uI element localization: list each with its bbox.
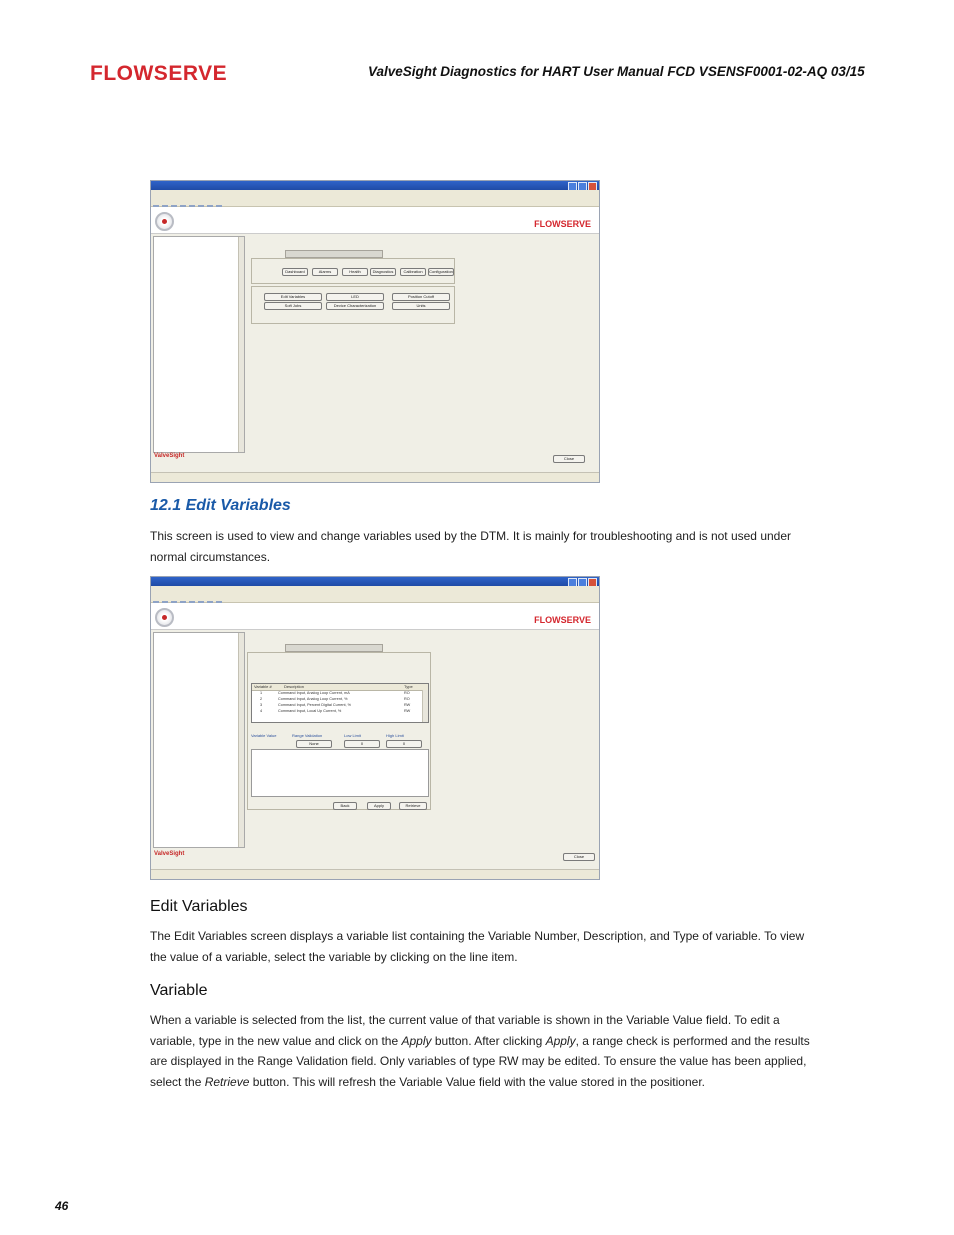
row-type: RW bbox=[404, 703, 411, 707]
diagnostics-button[interactable]: Diagnostics bbox=[370, 268, 396, 276]
row-description: Command Input, Percent Digital Current, % bbox=[278, 703, 352, 707]
valvesight-logo: ValveSight bbox=[154, 453, 185, 459]
gauge-icon bbox=[155, 608, 174, 627]
row-description: Command Input, Analog Loop Current, mA bbox=[278, 691, 350, 695]
alarms-button[interactable]: Alarms bbox=[312, 268, 338, 276]
apply-button[interactable]: Apply bbox=[367, 802, 391, 810]
row-number: 1 bbox=[260, 691, 263, 695]
variable-value-label: Variable Value bbox=[251, 733, 277, 738]
valvesight-logo: ValveSight bbox=[154, 851, 185, 857]
row-description: Command Input, Local Up Current, % bbox=[278, 709, 342, 713]
calibration-button[interactable]: Calibration bbox=[400, 268, 426, 276]
flowserve-logo bbox=[90, 56, 228, 86]
menubar bbox=[151, 190, 599, 197]
tree-scrollbar[interactable] bbox=[238, 633, 244, 847]
document-header-title: ValveSight Diagnostics for HART User Manual FCD VSENSF0001-02-AQ 03/15 bbox=[368, 64, 865, 79]
configuration-group bbox=[251, 286, 455, 324]
variable-body-part: When a variable is selected from the list, the current value of that variable is shown in the Variable Value field. To edit a variable, type in the new value and click on the bbox=[150, 1013, 780, 1048]
variable-body bbox=[150, 1010, 820, 1092]
low-limit-label: Low Limit bbox=[344, 733, 361, 738]
status-field bbox=[285, 644, 383, 652]
table-row[interactable] bbox=[252, 703, 422, 708]
dashboard-button[interactable]: Dashboard bbox=[282, 268, 308, 276]
section-heading: 12.1 Edit Variables bbox=[150, 497, 291, 514]
navigation-group bbox=[251, 258, 455, 284]
dashboard-panel bbox=[247, 236, 591, 451]
edit-variables-heading: Edit Variables bbox=[150, 898, 248, 915]
status-bar bbox=[151, 472, 599, 482]
units-button[interactable]: Units bbox=[392, 302, 450, 310]
logo-wordmark: FLOWSERVE bbox=[90, 62, 228, 85]
retrieve-term: Retrieve bbox=[204, 1074, 250, 1089]
edit-variables-group bbox=[247, 652, 431, 810]
back-button[interactable]: Back bbox=[333, 802, 357, 810]
device-info-bar bbox=[151, 207, 599, 234]
window-titlebar bbox=[151, 181, 599, 190]
row-number: 4 bbox=[260, 709, 263, 713]
grid-scrollbar[interactable] bbox=[422, 690, 428, 722]
grid-header-description: Description bbox=[284, 684, 305, 689]
variable-body-part: , a range check is performed and the results are displayed in the Range Validation field. Only variables of type RW may be edited. To ensure the value has been applied, select the bbox=[150, 1033, 810, 1089]
high-limit-field: 0 bbox=[386, 740, 422, 748]
variable-body-part: button. This will refresh the Variable Value field with the value stored in the positioner. bbox=[249, 1074, 705, 1089]
variable-body-part: button. After clicking bbox=[431, 1033, 546, 1048]
gauge-icon bbox=[155, 212, 174, 231]
brand-logo: FLOWSERVE bbox=[534, 615, 591, 625]
low-limit-field: 0 bbox=[344, 740, 380, 748]
row-type: RW bbox=[404, 709, 411, 713]
page-number: 46 bbox=[55, 1199, 69, 1213]
health-button[interactable]: Health bbox=[342, 268, 368, 276]
menubar bbox=[151, 586, 599, 593]
row-type: RO bbox=[404, 691, 410, 695]
navigation-tree[interactable] bbox=[153, 632, 245, 848]
window-titlebar bbox=[151, 577, 599, 586]
row-number: 3 bbox=[260, 703, 263, 707]
soft-jobs-button[interactable]: Soft Jobs bbox=[264, 302, 322, 310]
grid-header-number: Variable # bbox=[254, 684, 272, 689]
range-validation-field: None bbox=[296, 740, 332, 748]
edit-variables-body: The Edit Variables screen displays a variable list containing the Variable Number, Description, and Type of variable. To view the value of a variable, select the variable by clicking on the line item. bbox=[150, 929, 805, 964]
configuration-button[interactable]: Configuration bbox=[429, 269, 453, 274]
status-field bbox=[285, 250, 383, 258]
grid-header bbox=[252, 684, 428, 691]
retrieve-button[interactable]: Retrieve bbox=[399, 802, 427, 810]
screenshot-dashboard bbox=[150, 180, 600, 483]
toolbar bbox=[151, 593, 599, 603]
screenshot-edit-variables bbox=[150, 576, 600, 880]
close-button[interactable]: Close bbox=[563, 853, 595, 861]
navigation-tree[interactable] bbox=[153, 236, 245, 453]
section-intro: This screen is used to view and change variables used by the DTM. It is mainly for troubleshooting and is not used under normal circumstances. bbox=[150, 529, 792, 564]
grid-header-type: Type bbox=[404, 684, 413, 689]
apply-term: Apply bbox=[401, 1033, 432, 1048]
table-row[interactable] bbox=[252, 709, 422, 714]
warning-box bbox=[251, 749, 429, 797]
close-button[interactable]: Close bbox=[553, 455, 585, 463]
toolbar bbox=[151, 197, 599, 207]
device-characterization-button[interactable]: Device Characterization bbox=[326, 302, 384, 310]
device-info-bar bbox=[151, 603, 599, 630]
table-row[interactable] bbox=[252, 697, 422, 702]
edit-variables-panel bbox=[247, 632, 591, 846]
apply-term: Apply bbox=[545, 1033, 576, 1048]
table-row[interactable] bbox=[252, 691, 422, 696]
edit-variables-button[interactable]: Edit Variables bbox=[264, 293, 322, 301]
row-number: 2 bbox=[260, 697, 263, 701]
row-type: RO bbox=[404, 697, 410, 701]
tree-scrollbar[interactable] bbox=[238, 237, 244, 452]
row-description: Command Input, Analog Loop Current, % bbox=[278, 697, 348, 701]
position-cutoff-button[interactable]: Position Cutoff bbox=[392, 293, 450, 301]
variable-grid[interactable] bbox=[251, 683, 429, 723]
variable-heading: Variable bbox=[150, 982, 208, 999]
range-validation-label: Range Validation bbox=[292, 733, 323, 738]
brand-logo: FLOWSERVE bbox=[534, 219, 591, 229]
status-bar bbox=[151, 869, 599, 879]
led-button[interactable]: LED bbox=[326, 293, 384, 301]
high-limit-label: High Limit bbox=[386, 733, 404, 738]
